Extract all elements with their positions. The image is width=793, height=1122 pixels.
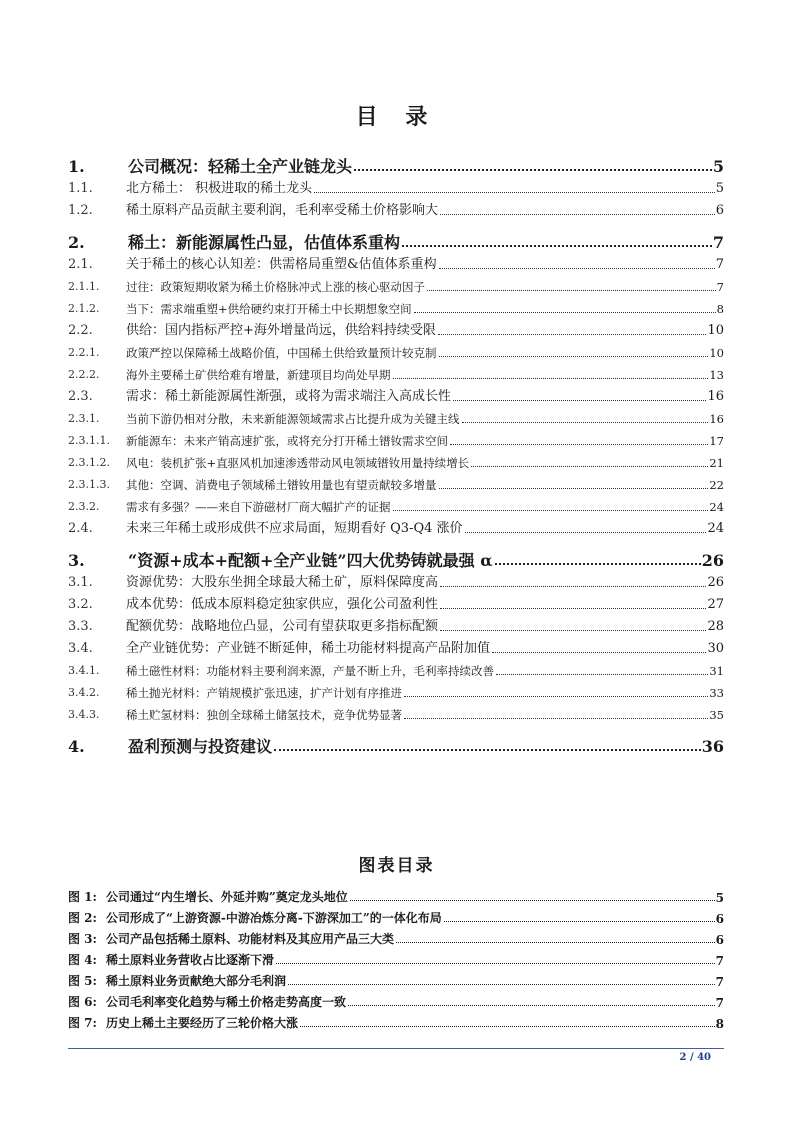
toc-entry-page: 21: [709, 456, 724, 470]
toc-entry-number: 3.4.1.: [68, 664, 100, 677]
toc-entry-title: 公司概况：轻稀土全产业链龙头: [128, 157, 353, 175]
toc-entry-title: 北方稀土： 积极进取的稀土龙头: [126, 181, 313, 196]
toc-entry[interactable]: [68, 657, 724, 679]
toc-entry-number: 3.1.: [68, 575, 93, 590]
figure-leader-dots: [396, 942, 715, 943]
toc-entry-page: 7: [715, 257, 724, 272]
page-indicator: 2 / 40: [679, 1052, 711, 1063]
toc-entry[interactable]: [68, 701, 724, 723]
figure-entry-title: 稀土原料业务贡献绝大部分毛利润: [106, 974, 287, 988]
figure-entry[interactable]: [68, 947, 724, 968]
figure-leader-dots: [276, 963, 715, 964]
toc-entry-page: 31: [709, 664, 724, 678]
toc-entry-number: 3.4.: [68, 641, 93, 656]
toc-entry-page: 36: [701, 737, 724, 755]
figure-entry-page: 5: [715, 891, 724, 905]
toc-entry[interactable]: [68, 405, 724, 427]
toc-leader-dots: [440, 214, 715, 215]
figure-entry-label: 图 7:: [68, 1016, 97, 1030]
toc-entry[interactable]: [68, 317, 724, 339]
toc-entry-title: 稀土原料产品贡献主要利润，毛利率受稀土价格影响大: [126, 203, 439, 218]
toc-entry-title: 政策严控以保障稀土战略价值，中国稀土供给致量预计较克制: [126, 346, 437, 360]
toc-entry-page: 35: [709, 708, 724, 722]
figure-entry-page: 7: [715, 996, 724, 1010]
toc-entry-page: 30: [707, 641, 724, 656]
toc-entry-title: 需求：稀土新能源属性渐强，或将为需求端注入高成长性: [126, 389, 452, 404]
toc-entry-title: 当前下游仍相对分散，未来新能源领域需求占比提升成为关键主线: [126, 412, 460, 426]
toc-entry[interactable]: [68, 427, 724, 449]
toc-leader-dots: [439, 488, 709, 489]
toc-entry-page: 16: [709, 412, 724, 426]
toc-leader-dots: [492, 652, 706, 653]
toc-entry-page: 7: [716, 280, 724, 294]
toc-entry-page: 24: [707, 521, 724, 536]
toc-entry-title: 海外主要稀土矿供给难有增量，新建项目均尚处早期: [126, 368, 391, 382]
toc-entry[interactable]: [68, 175, 724, 197]
toc-entry-number: 3.: [68, 551, 85, 569]
figure-leader-dots: [288, 984, 715, 985]
figure-entry-title: 公司产品包括稀土原料、功能材料及其应用产品三大类: [106, 932, 395, 946]
figure-leader-dots: [300, 1026, 715, 1027]
figure-entry-page: 8: [715, 1017, 724, 1031]
toc-entry-number: 2.3.2.: [68, 500, 100, 513]
figure-entry-label: 图 1:: [68, 890, 97, 904]
toc-leader-dots: [453, 400, 706, 401]
figure-leader-dots: [444, 921, 715, 922]
toc-leader-dots: [440, 630, 706, 631]
toc-entry-title: 需求有多强？——来自下游磁材厂商大幅扩产的证据: [126, 500, 391, 514]
toc-entry[interactable]: [68, 149, 724, 175]
toc-entry-page: 22: [709, 478, 724, 492]
figure-entry-title: 公司毛利率变化趋势与稀土价格走势高度一致: [106, 995, 347, 1009]
toc-entry-number: 3.4.2.: [68, 686, 100, 699]
toc-entry-title: 成本优势：低成本原料稳定独家供应，强化公司盈利性: [126, 597, 439, 612]
toc-entry[interactable]: [68, 339, 724, 361]
toc-entry-number: 3.4.3.: [68, 708, 100, 721]
toc-entry-number: 2.3.1.1.: [68, 434, 110, 447]
toc-entry-title: 稀土：新能源属性凸显，估值体系重构: [128, 233, 401, 251]
toc-entry-number: 4.: [68, 737, 85, 755]
figure-leader-dots: [350, 900, 715, 901]
toc-entry-title: 其他：空调、消费电子领域稀土镨钕用量也有望贡献较多增量: [126, 478, 437, 492]
toc-entry-title: 供给：国内指标严控+海外增量尚远，供给料持续受限: [126, 323, 436, 338]
toc-entry-page: 16: [707, 389, 724, 404]
toc-leader-dots: [393, 378, 709, 379]
figure-entry-title: 稀土原料业务营收占比逐渐下滑: [106, 953, 275, 967]
figure-entry-title: 公司形成了“上游资源-中游冶炼分离-下游深加工”的一体化布局: [106, 911, 442, 925]
toc-entry-number: 3.2.: [68, 597, 93, 612]
toc-entry-page: 5: [715, 181, 724, 196]
toc-entry-number: 2.2.2.: [68, 368, 100, 381]
figure-entry-page: 7: [715, 954, 724, 968]
toc-entry-page: 5: [712, 157, 724, 175]
toc-entry[interactable]: [68, 729, 724, 755]
toc-entry[interactable]: [68, 197, 724, 219]
toc-leader-dots: [438, 334, 707, 335]
toc-entry-title: 新能源车：未来产销高速扩张，或将充分打开稀土镨钕需求空间: [126, 434, 448, 448]
toc-entry-number: 2.: [68, 233, 85, 251]
toc-entry-title: 风电：装机扩张+直驱风机加速渗透带动风电领域镨钕用量持续增长: [126, 456, 470, 470]
toc-entry-number: 3.3.: [68, 619, 93, 634]
toc-entry-page: 28: [707, 619, 724, 634]
toc-entry-number: 1.2.: [68, 203, 93, 218]
toc-entry-title: “资源+成本+配额+全产业链”四大优势铸就最强 α: [128, 551, 493, 569]
toc-entry[interactable]: [68, 543, 724, 569]
toc-leader-dots: [440, 586, 706, 587]
toc-entry[interactable]: [68, 493, 724, 515]
toc-entry[interactable]: [68, 591, 724, 613]
toc-leader-dots: [402, 245, 712, 247]
toc-entry-page: 33: [709, 686, 724, 700]
toc-leader-dots: [404, 696, 708, 697]
toc-entry[interactable]: [68, 569, 724, 591]
toc-entry[interactable]: [68, 613, 724, 635]
toc-leader-dots: [439, 356, 709, 357]
toc-entry[interactable]: [68, 295, 724, 317]
figure-entry-page: 6: [715, 912, 724, 926]
toc-entry-page: 7: [712, 233, 724, 251]
figure-entry-label: 图 2:: [68, 911, 97, 925]
toc-entry[interactable]: [68, 225, 724, 251]
figure-entry[interactable]: [68, 989, 724, 1010]
toc-entry-title: 关于稀土的核心认知差：供需格局重塑&估值体系重构: [126, 257, 437, 272]
toc-entry-page: 27: [707, 597, 724, 612]
toc-entry-title: 未来三年稀土或形成供不应求局面，短期看好 Q3-Q4 涨价: [126, 521, 463, 536]
figure-entry-page: 7: [715, 975, 724, 989]
toc-entry[interactable]: [68, 251, 724, 273]
figure-entry-label: 图 3:: [68, 932, 97, 946]
toc-leader-dots: [439, 268, 715, 269]
toc-entry-number: 1.1.: [68, 181, 93, 196]
figure-entry-label: 图 5:: [68, 974, 97, 988]
figure-entry[interactable]: [68, 1010, 724, 1031]
figure-entry[interactable]: [68, 926, 724, 947]
toc-entry-title: 过往：政策短期收紧为稀土价格脉冲式上涨的核心驱动因子: [126, 280, 425, 294]
toc-leader-dots: [354, 169, 712, 171]
toc-entry-number: 2.2.: [68, 323, 93, 338]
toc-entry-title: 资源优势：大股东坐拥全球最大稀土矿，原料保障度高: [126, 575, 439, 590]
toc-entry-page: 17: [709, 434, 724, 448]
toc-entry-number: 2.3.1.: [68, 412, 100, 425]
toc-entry-number: 2.4.: [68, 521, 93, 536]
toc-entry-title: 稀土抛光材料：产销规模扩张迅速，扩产计划有序推进: [126, 686, 402, 700]
toc-leader-dots: [465, 532, 707, 533]
toc-leader-dots: [471, 466, 708, 467]
footer-divider: [68, 1048, 724, 1049]
figure-list-title: 图表目录: [358, 856, 435, 876]
toc-entry[interactable]: [68, 449, 724, 471]
toc-entry-number: 2.1.2.: [68, 302, 100, 315]
toc-leader-dots: [462, 422, 709, 423]
toc-leader-dots: [314, 192, 715, 193]
toc-entry[interactable]: [68, 361, 724, 383]
toc-entry-number: 2.3.1.3.: [68, 478, 110, 491]
toc-entry-number: 1.: [68, 157, 85, 175]
toc-entry-page: 24: [709, 500, 724, 514]
toc-entry-title: 当下：需求端重塑+供给硬约束打开稀土中长期想象空间: [126, 302, 412, 316]
toc-entry-title: 稀土贮氢材料：独创全球稀土储氢技术，竞争优势显著: [126, 708, 402, 722]
figure-entry-title: 历史上稀土主要经历了三轮价格大涨: [106, 1016, 299, 1030]
toc-entry-page: 13: [709, 368, 724, 382]
toc-entry-page: 10: [707, 323, 724, 338]
figure-entry[interactable]: [68, 968, 724, 989]
toc-entry-number: 2.1.: [68, 257, 93, 272]
toc-entry-page: 8: [716, 302, 724, 316]
toc-leader-dots: [440, 608, 706, 609]
toc-leader-dots: [450, 444, 708, 445]
toc-leader-dots: [496, 674, 708, 675]
toc-leader-dots: [393, 510, 709, 511]
figure-entry-page: 6: [715, 933, 724, 947]
toc-entry-number: 2.2.1.: [68, 346, 100, 359]
figure-entry[interactable]: [68, 905, 724, 926]
toc-entry-title: 配额优势：战略地位凸显，公司有望获取更多指标配额: [126, 619, 439, 634]
toc-entry[interactable]: [68, 471, 724, 493]
toc-entry-page: 26: [707, 575, 724, 590]
figure-entry-label: 图 6:: [68, 995, 97, 1009]
toc-entry-number: 2.3.1.2.: [68, 456, 110, 469]
toc-leader-dots: [414, 312, 716, 313]
toc-entry-number: 2.3.: [68, 389, 93, 404]
toc-entry[interactable]: [68, 635, 724, 657]
toc-entry[interactable]: [68, 383, 724, 405]
toc-entry-title: 盈利预测与投资建议: [128, 737, 273, 755]
toc-entry[interactable]: [68, 515, 724, 537]
toc-entry-title: 全产业链优势：产业链不断延伸，稀土功能材料提高产品附加值: [126, 641, 491, 656]
toc-entry-title: 稀土磁性材料：功能材料主要利润来源，产量不断上升，毛利率持续改善: [126, 664, 494, 678]
figure-leader-dots: [348, 1005, 715, 1006]
toc-entry-page: 26: [701, 551, 724, 569]
toc-leader-dots: [274, 749, 701, 751]
figure-entry-title: 公司通过“内生增长、外延并购”奠定龙头地位: [106, 890, 348, 904]
toc-title: 目 录: [355, 104, 438, 130]
toc-entry-page: 10: [709, 346, 724, 360]
toc-entry-number: 2.1.1.: [68, 280, 100, 293]
toc-entry[interactable]: [68, 273, 724, 295]
figure-list: [68, 884, 724, 1031]
toc-leader-dots: [404, 718, 708, 719]
toc-leader-dots: [427, 290, 716, 291]
table-of-contents: [68, 143, 724, 755]
toc-entry[interactable]: [68, 679, 724, 701]
toc-entry-page: 6: [715, 203, 724, 218]
toc-leader-dots: [495, 563, 701, 565]
figure-entry[interactable]: [68, 884, 724, 905]
figure-entry-label: 图 4:: [68, 953, 97, 967]
